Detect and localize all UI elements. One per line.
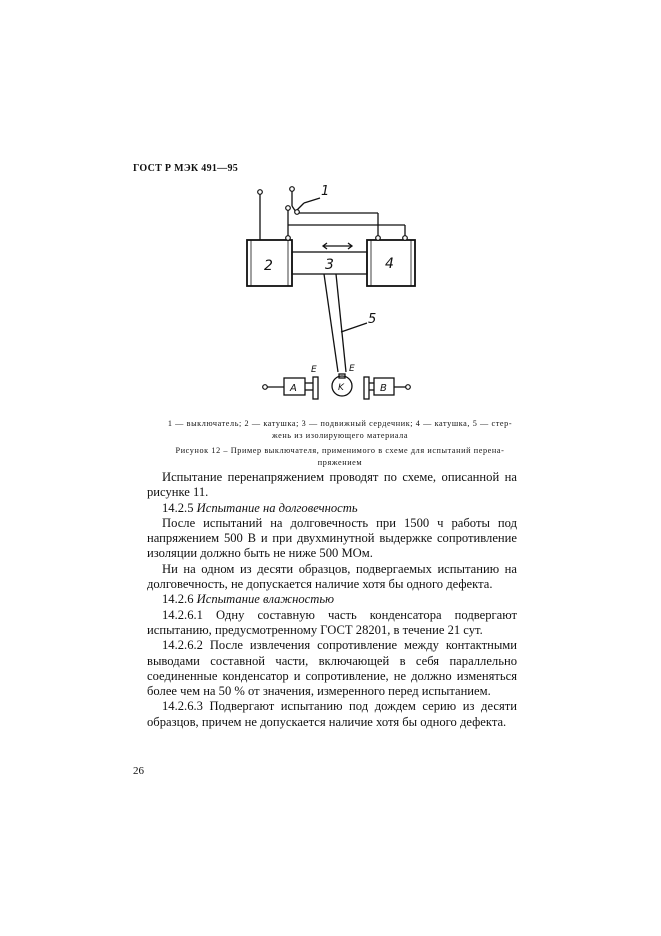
- rod-5-left: [324, 274, 338, 372]
- caption-line-2: пряжением: [317, 458, 363, 467]
- terminal-switch-right: [295, 210, 300, 215]
- terminal-switch-top: [290, 187, 295, 192]
- label-2: 2: [264, 258, 273, 274]
- terminal-switch-left: [286, 206, 291, 211]
- paragraph: 14.2.6.2 После извлечения сопротивление между контактными выводами составной части, включающей в себя параллельно соединенные конденсатор и сопротивление, не должно изменяться более чем на 50 % от значения, измеренного перед испытанием.: [147, 638, 517, 699]
- section-number: 14.2.5: [162, 500, 194, 515]
- section-number: 14.2.6: [162, 592, 194, 607]
- paragraph: Испытание перенапряжением проводят по схеме, описанной на рисунке 11.: [147, 470, 517, 500]
- label-k: K: [338, 383, 344, 393]
- legend-line-1: 1 — выключатель; 2 — катушка; 3 — подвижный сердечник; 4 — катушка, 5 — стер-: [167, 419, 513, 428]
- label-e-right: E: [349, 364, 355, 374]
- figure-legend: [150, 418, 530, 442]
- contact-e-right: [364, 377, 369, 399]
- legend-line-2: жень из изолирующего материала: [271, 431, 409, 440]
- paragraph: После испытаний на долговечность при 1500 ч работы под напряжением 500 В и при двухминутной выдержке сопротивление изоляции должно быть не ниже 500 МОм.: [147, 515, 517, 561]
- terminal-left-top: [258, 190, 263, 195]
- contact-e-left: [313, 377, 318, 399]
- switch-diagram: [0, 0, 661, 410]
- label-5: 5: [368, 312, 377, 327]
- section-title: Испытание на долговечность: [196, 500, 358, 515]
- section-heading: [147, 501, 517, 516]
- label-a: A: [290, 383, 297, 394]
- figure-caption: [150, 445, 530, 469]
- label-b: B: [380, 383, 387, 394]
- label-4: 4: [385, 256, 394, 272]
- caption-line-1: Рисунок 12 – Пример выключателя, применимого в схеме для испытаний перена-: [175, 446, 505, 455]
- section-title: Испытание влажностью: [196, 592, 334, 607]
- terminal-b-end: [406, 385, 411, 390]
- paragraph: 14.2.6.1 Одну составную часть конденсатора подвергают испытанию, предусмотренному ГОСТ 28201, в течение 21 сут.: [147, 607, 517, 637]
- paragraph: 14.2.6.3 Подвергают испытанию под дождем серию из десяти образцов, причем не допускается наличие хотя бы одного дефекта.: [147, 699, 517, 729]
- terminal-a-end: [263, 385, 268, 390]
- label-1: 1: [321, 184, 330, 199]
- document-header: ГОСТ Р МЭК 491—95: [133, 163, 239, 174]
- label-e-left: E: [311, 365, 317, 375]
- section-heading: [147, 592, 517, 607]
- page-number: 26: [133, 765, 144, 777]
- paragraph: Ни на одном из десяти образцов, подвергаемых испытанию на долговечность, не допускается наличие хотя бы одного дефекта.: [147, 561, 517, 592]
- body-text: [147, 470, 517, 730]
- label-3: 3: [325, 257, 334, 273]
- rod-5-right: [336, 274, 346, 372]
